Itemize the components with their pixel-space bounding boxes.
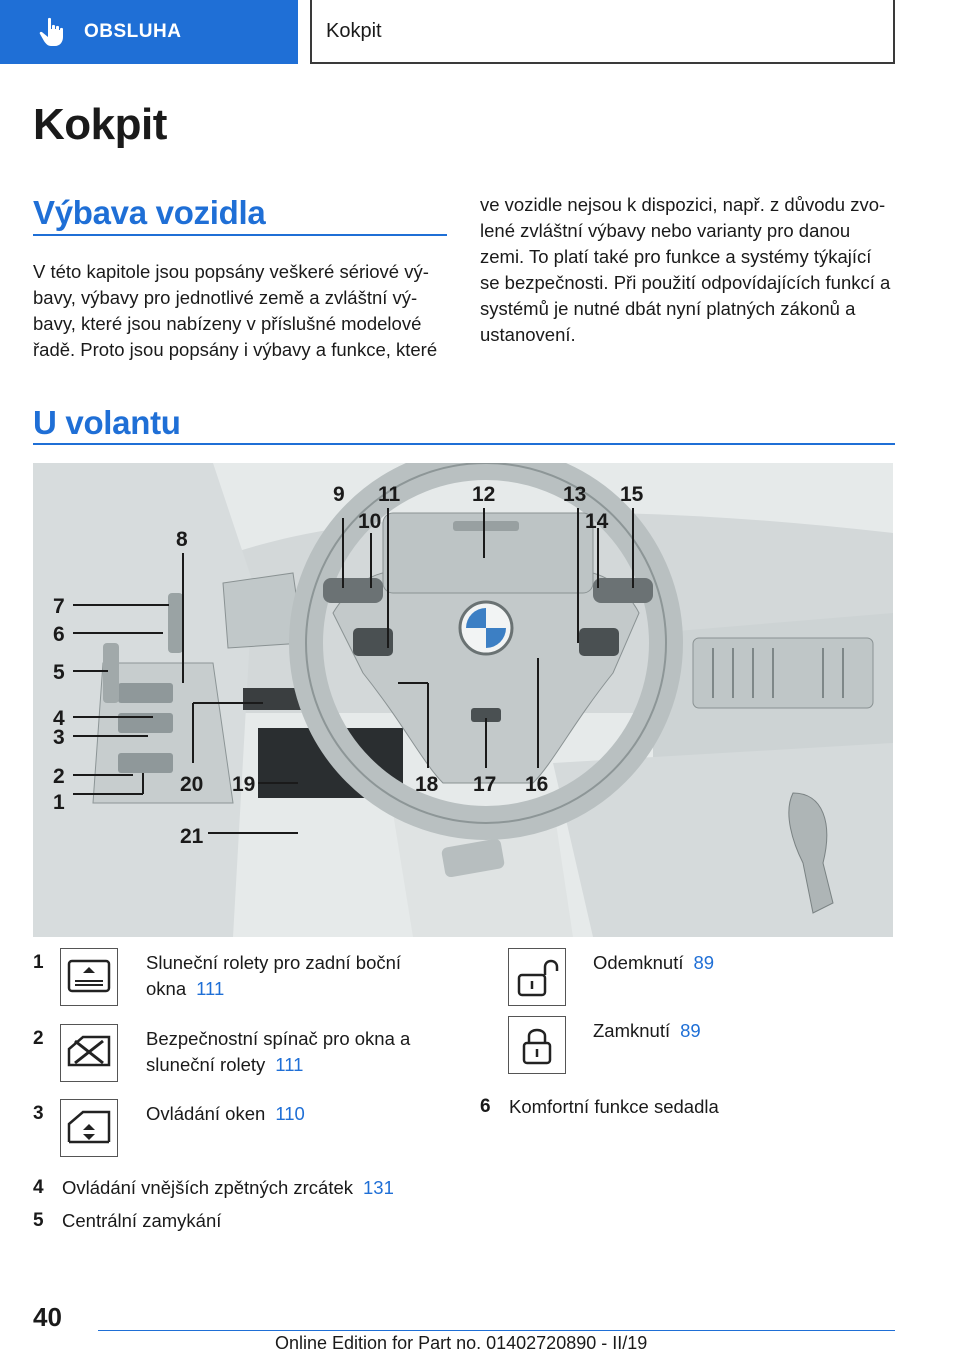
edition-info: Online Edition for Part no. 01402720890 - II/19 <box>275 1333 648 1353</box>
callout-number: 16 <box>525 773 549 796</box>
intro-text-right <box>480 192 900 348</box>
legend-line: Zamknutí <box>593 1020 671 1041</box>
legend-line: Sluneční rolety pro zadní boční <box>146 952 402 973</box>
page-reference-link[interactable]: 111 <box>275 1054 304 1075</box>
intro-text-left <box>33 259 453 363</box>
callout-number: 1 <box>53 791 65 814</box>
legend-item-text <box>593 1018 893 1044</box>
legend-line: okna <box>146 978 187 999</box>
section-heading-vybava: Výbava vozidla <box>33 194 266 231</box>
lock-icon <box>508 1016 566 1074</box>
legend-number: 5 <box>33 1210 44 1231</box>
legend-line: Bezpečnostní spínač pro okna a <box>146 1028 411 1049</box>
legend-item-text <box>146 1101 446 1127</box>
section-rule <box>33 234 447 236</box>
legend-line: Odemknutí <box>593 952 684 973</box>
text-line: řadě. Proto jsou popsány i výbavy a funkce, které <box>33 339 438 360</box>
page-title: Kokpit <box>33 100 167 149</box>
text-line: ustanovení. <box>480 324 576 345</box>
legend-line: Ovládání oken <box>146 1103 266 1124</box>
section-rule <box>33 443 895 445</box>
text-line: bavy, výbavy pro jednotlivé země a zvláštní vý‐ <box>33 287 418 308</box>
legend-number: 1 <box>33 952 44 973</box>
page-reference-link[interactable]: 131 <box>363 1177 394 1198</box>
page-reference-link[interactable]: 89 <box>693 952 715 973</box>
legend-item-text: Centrální zamykání <box>62 1210 222 1231</box>
legend-item-text: Komfortní funkce sedadla <box>509 1096 719 1117</box>
text-line: systémů je nutné dbát nyní platných zákonů a <box>480 298 856 319</box>
callout-number: 21 <box>180 825 204 848</box>
page-number: 40 <box>33 1302 62 1332</box>
callout-number: 13 <box>563 483 587 506</box>
legend-line: sluneční rolety <box>146 1054 266 1075</box>
text-line: ve vozidle nejsou k dispozici, např. z důvodu zvo‐ <box>480 194 886 215</box>
callout-number: 14 <box>585 510 609 533</box>
footer-rule <box>98 1330 895 1331</box>
text-line: zemi. To platí také pro funkce a systémy týkající <box>480 246 872 267</box>
callout-number: 11 <box>378 483 401 506</box>
callout-number: 20 <box>180 773 204 796</box>
callout-number: 6 <box>53 623 65 646</box>
window-control-icon <box>60 1099 118 1157</box>
callout-number: 5 <box>53 661 65 684</box>
unlock-icon <box>508 948 566 1006</box>
hand-pointer-icon <box>36 16 68 48</box>
page-reference-link[interactable]: 110 <box>275 1103 305 1124</box>
legend-item-text <box>146 950 446 1002</box>
text-line: lené zvláštní výbavy nebo varianty pro danou <box>480 220 851 241</box>
legend-number: 6 <box>480 1096 491 1117</box>
callout-number: 9 <box>333 483 345 506</box>
callout-number: 4 <box>53 707 65 730</box>
text-line: V této kapitole jsou popsány veškeré sériové vý‐ <box>33 261 429 282</box>
callout-number: 19 <box>232 773 256 796</box>
callout-number: 7 <box>53 595 65 618</box>
callout-number: 10 <box>358 510 382 533</box>
legend-number: 3 <box>33 1103 44 1124</box>
callout-number: 18 <box>415 773 439 796</box>
cockpit-drawing <box>33 463 893 937</box>
section-heading-u-volantu: U volantu <box>33 404 181 441</box>
text-line: se bezpečnosti. Při použití odpovídajících funkcí a <box>480 272 891 293</box>
breadcrumb: Kokpit <box>310 0 895 64</box>
legend-number: 4 <box>33 1177 44 1198</box>
section-tab-label: OBSLUHA <box>84 21 182 42</box>
legend-number: 2 <box>33 1028 44 1049</box>
text-line: bavy, které jsou nabízeny v příslušné modelové <box>33 313 422 334</box>
callout-number: 15 <box>620 483 644 506</box>
callout-number: 17 <box>473 773 497 796</box>
window-safety-icon <box>60 1024 118 1082</box>
callout-number: 2 <box>53 765 65 788</box>
callout-number: 8 <box>176 528 188 551</box>
rear-blind-icon <box>60 948 118 1006</box>
callout-number: 12 <box>472 483 496 506</box>
legend-item-text <box>146 1026 446 1078</box>
legend-item-text <box>593 950 893 976</box>
legend-item-text <box>62 1175 452 1201</box>
page-reference-link[interactable]: 111 <box>196 978 225 999</box>
legend-line: Ovládání vnějších zpětných zrcátek <box>62 1177 354 1198</box>
callout-number: 3 <box>53 726 65 749</box>
page-reference-link[interactable]: 89 <box>680 1020 701 1041</box>
section-tab[interactable] <box>0 0 298 64</box>
cockpit-illustration <box>33 463 893 937</box>
